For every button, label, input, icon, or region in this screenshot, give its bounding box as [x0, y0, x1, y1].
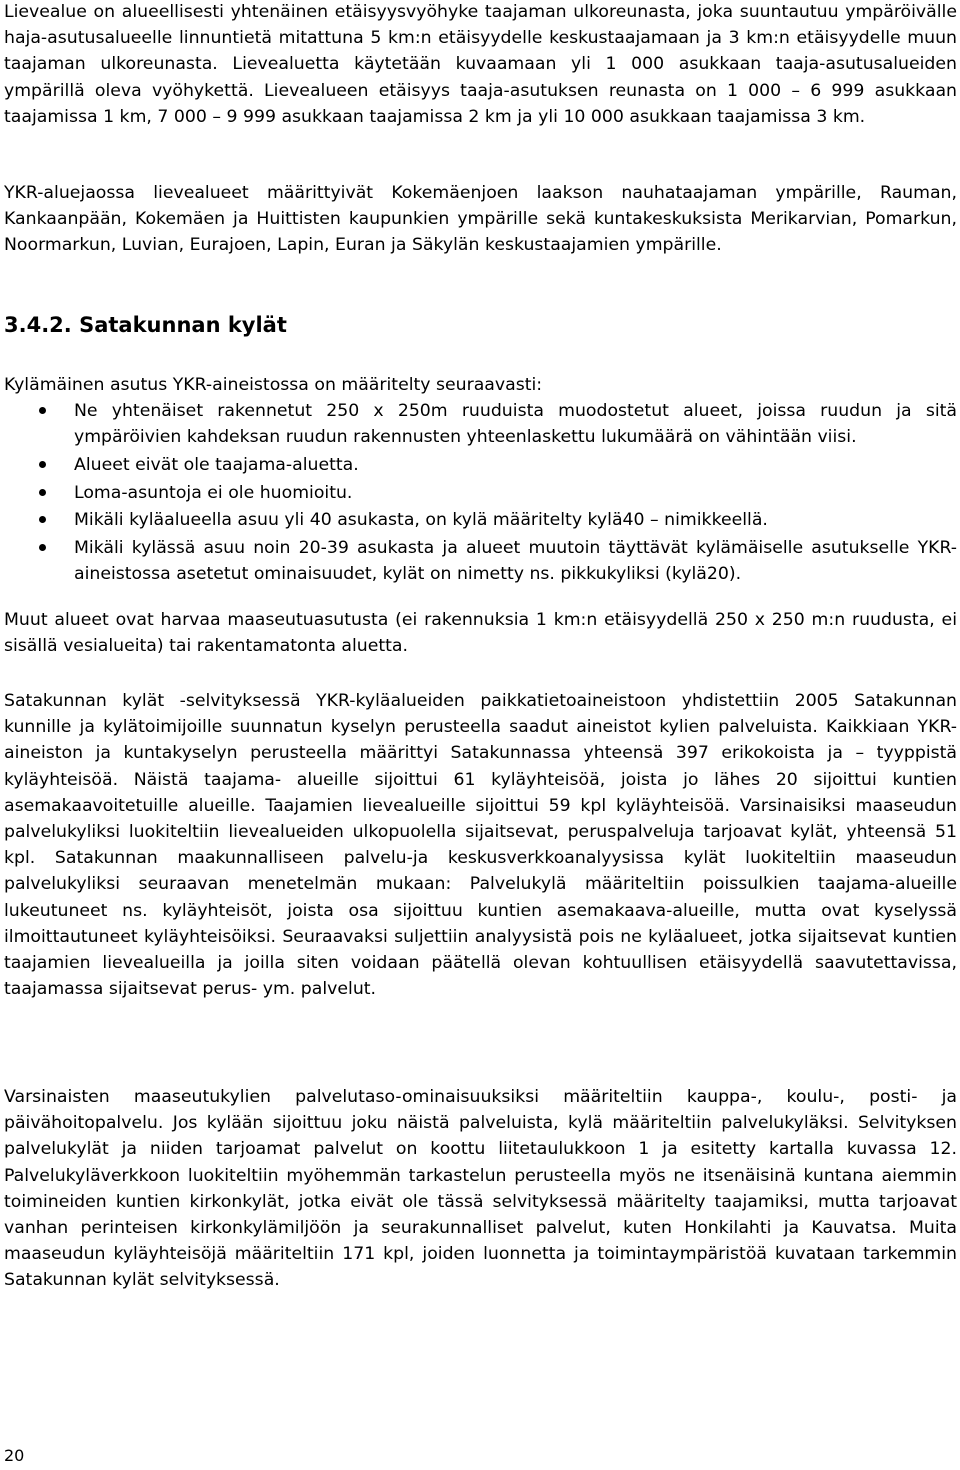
paragraph-ykr-aluejaossa: YKR-aluejaossa lievealueet määrittyivät Kokemäenjoen laakson nauhataajaman ympärille, Rauman, Kankaanpään, Kokemäen ja Huittisten kaupunkien ympärille sekä kuntakeskuksista Merikarvian, Pomarkun, Noormarkun, Luvian, Eurajoen, Lapin, Euran ja Säkylän keskustaajamien ympärille. — [4, 183, 957, 256]
paragraph-satakunnan-kylat-selvitys: Satakunnan kylät -selvityksessä YKR-kyläalueiden paikkatietoaineistoon yhdistettiin 2005 Satakunnan kunnille ja kylätoimijoille suunnatun kyselyn perusteella saadut aineistot kylien palveluista. Kaikkiaan YKR-aineiston ja kuntakyselyn perusteella määrittyi Satakunnassa yhteensä 397 erikokoista ja – tyyppistä kyläyhteisöä. Näistä taajama- alueille sijoittui 61 kyläyhteisöä, joista jo lähes 20 sijoittui kuntien asemakaavoitetuille alueille. Taajamien lievealueille sijoittui 59 kpl kyläyhteisöä. Varsinaisiksi maaseudun palvelukyliksi luokiteltiin lievealueiden ulkopuolella sijaitsevat, peruspalveluja tarjoavat kylät, yhteensä 51 kpl. Satakunnan maakunnalliseen palvelu-ja keskusverkkoanalyysissa kylät luokiteltiin maaseudun palvelukyliksi seuraavan menetelmän mukaan: Palvelukylä määriteltiin poissulkien taajama-alueille lukeutuneet ns. kyläyhteisöt, joista osa sijoittuu kuntien asemakaava-alueille, mutta ovat kyselyssä ilmoittautuneet kyläyhteisöiksi. Seuraavaksi suljettiin analyysistä pois ne kyläalueet, jotka sijaitsevat kuntien taajamien lievealueilla ja joilla siten voidaan päätellä olevan kohtuullisen etäisyydellä saavutettavissa, taajamassa sijaitsevat perus- ym. palvelut. — [4, 691, 957, 1000]
list-item: Loma-asuntoja ei ole huomioitu. — [4, 480, 957, 506]
bullet-icon — [39, 407, 46, 414]
page-number: 20 — [4, 1446, 25, 1465]
paragraph-varsinaisten-maaseutukylien: Varsinaisten maaseutukylien palvelutaso-ominaisuuksiksi määriteltiin kauppa-, koulu-, posti- ja päivähoitopalvelu. Jos kylään sijoittuu joku näistä palveluista, kylä määriteltiin palvelukyläksi. Selvityksen palvelukylät ja niiden tarjoamat palvelut on koottu liitetaulukkoon 1 ja esitetty kartalla kuvassa 12. Palvelukyläverkkoon luokiteltiin myöhemmän tarkastelun perusteella myös ne itsenäisinä kuntana aiemmin toimineiden kuntien kirkonkylät, jotka eivät ole tässä selvityksessä määritelty taajamiksi, mutta tarjoavat vanhan perinteisen kirkonkylämiljöön ja seurakunnalliset palvelut, kuten Honkilahti ja Kauvatsa. Muita maaseudun kyläyhteisöjä määriteltiin 171 kpl, joiden luonnetta ja toimintaympäristöä kuvataan tarkemmin Satakunnan kylät selvityksessä. — [4, 1087, 957, 1291]
list-item: Mikäli kyläalueella asuu yli 40 asukasta, on kylä määritelty kylä40 – nimikkeellä. — [4, 507, 957, 533]
section-intro: Kylämäinen asutus YKR-aineistossa on määritelty seuraavasti: — [4, 375, 543, 395]
definition-list — [4, 398, 957, 589]
bullet-icon — [39, 516, 46, 523]
bullet-icon — [39, 461, 46, 468]
list-item: Ne yhtenäiset rakennetut 250 x 250m ruuduista muodostetut alueet, joissa ruudun ja sitä ympäröivien kahdeksan ruudun rakennusten yhteenlaskettu lukumäärä on vähintään viisi. — [4, 398, 957, 450]
section-heading: 3.4.2. Satakunnan kylät — [4, 313, 287, 337]
paragraph-lievealue: Lievealue on alueellisesti yhtenäinen etäisyysvyöhyke taajaman ulkoreunasta, joka suuntautuu ympäröivälle haja-asutusalueelle linnuntietä mitattuna 5 km:n etäisyydelle keskustaajamaan ja 3 km:n etäisyydelle muun taajaman ulkoreunasta. Lievealuetta käytetään kuvaamaan yli 1 000 asukkaan taaja-asutusalueiden ympärillä oleva vyöhykettä. Lievealueen etäisyys taaja-asutuksen reunasta on 1 000 – 6 999 asukkaan taajamissa 1 km, 7 000 – 9 999 asukkaan taajamissa 2 km ja yli 10 000 asukkaan taajamissa 3 km. — [4, 2, 957, 127]
bullet-icon — [39, 544, 46, 551]
bullet-icon — [39, 489, 46, 496]
list-item: Alueet eivät ole taajama-aluetta. — [4, 452, 957, 478]
paragraph-muut-alueet: Muut alueet ovat harvaa maaseutuasutusta (ei rakennuksia 1 km:n etäisyydellä 250 x 250 m:n ruudusta, ei sisällä vesialueita) tai rakentamatonta aluetta. — [4, 610, 957, 657]
list-item: Mikäli kylässä asuu noin 20-39 asukasta ja alueet muutoin täyttävät kylämäiselle asutukselle YKR-aineistossa asetetut ominaisuudet, kylät on nimetty ns. pikkukyliksi (kylä20). — [4, 535, 957, 587]
